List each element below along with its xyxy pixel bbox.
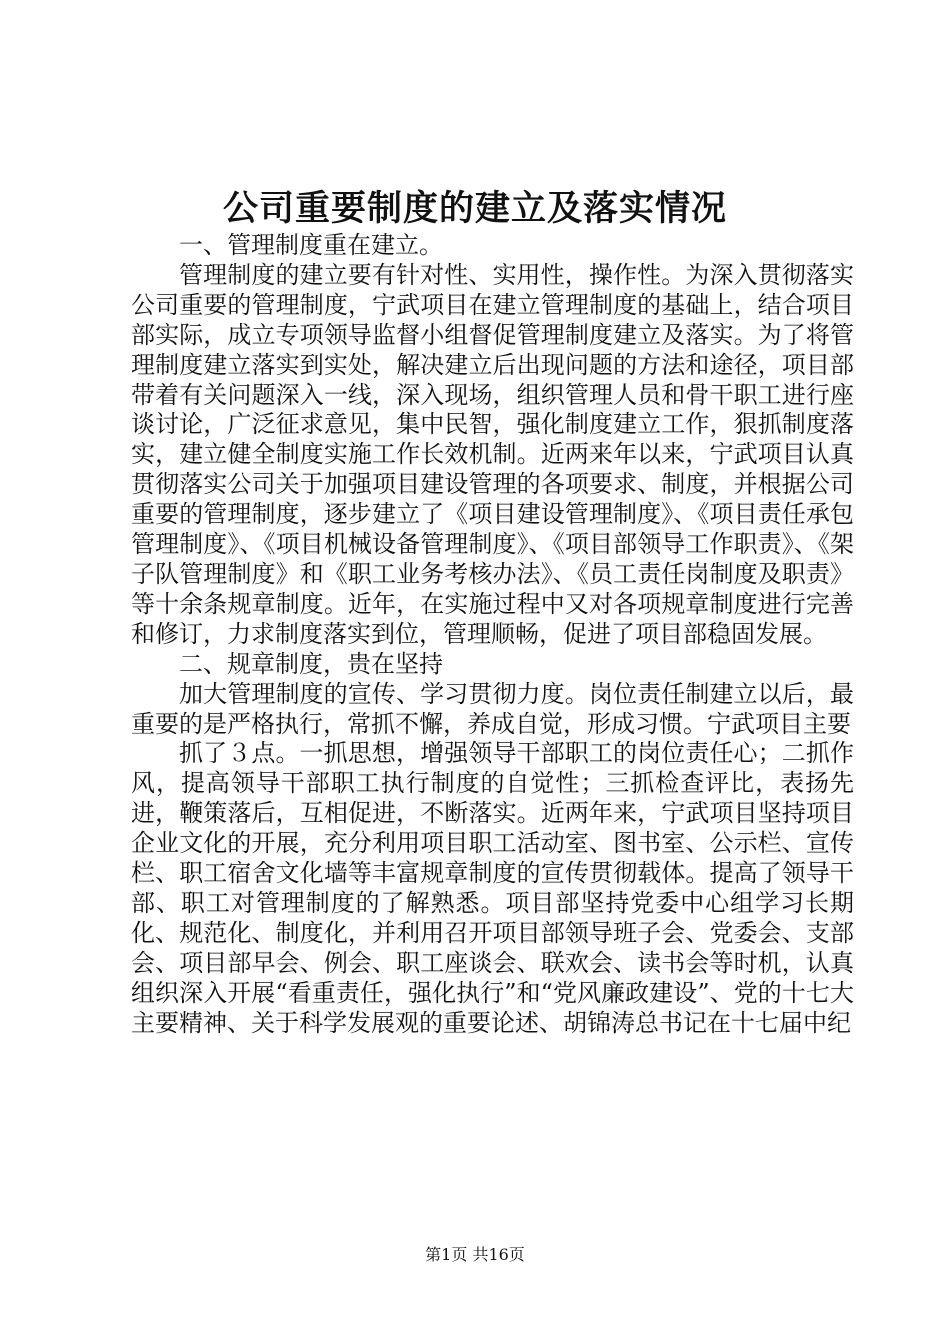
heading-paragraph-1: 一、管理制度重在建立。 bbox=[179, 231, 443, 259]
body-paragraph: 加大管理制度的宣传、学习贯彻力度。岗位责任制建立以后，最重要的是严格执行，常抓不懈，养成自觉，形成习惯。宁武项目主要 bbox=[131, 679, 854, 738]
body-paragraph: 管理制度的建立要有针对性、实用性，操作性。为深入贯彻落实公司重要的管理制度，宁武项目在建立管理制度的基础上，结合项目部实际，成立专项领导监督小组督促管理制度建立及落实。为了将管理制度建立落实到实处，解决建立后出现问题的方法和途径，项目部带着有关问题深入一线，深入现场，组织管理人员和骨干职工进行座谈讨论，广泛征求意见，集中民智，强化制度建立工作，狠抓制度落实，建立健全制度实施工作长效机制。近两来年以来，宁武项目认真贯彻落实公司关于加强项目建设管理的各项要求、制度，并根据公司重要的管理制度，逐步建立了《项目建设管理制度》、《项目责任承包管理制度》、《项目机械设备管理制度》、《项目部领导工作职责》、《架子队管理制度》和《职工业务考核办法》、《员工责任岗制度及职责》等十余条规章制度。近年，在实施过程中又对各项规章制度进行完善和修订，力求制度落实到位，管理顺畅，促进了项目部稳固发展。 bbox=[131, 260, 854, 648]
heading-paragraph-2: 二、规章制度，贵在坚持 bbox=[179, 649, 443, 678]
page-footer: 第1页 共16页 bbox=[425, 1245, 525, 1264]
body-paragraph: 抓了３点。一抓思想，增强领导干部职工的岗位责任心；二抓作风，提高领导干部职工执行制度的自觉性；三抓检查评比，表扬先进，鞭策落后，互相促进，不断落实。近两年来，宁武项目坚持项目企业文化的开展，充分利用项目职工活动室、图书室、公示栏、宣传栏、职工宿舍文化墙等丰富规章制度的宣传贯彻载体。提高了领导干部、职工对管理制度的了解熟悉。项目部坚持党委中心组学习长期化、规范化、制度化，并利用召开项目部领导班子会、党委会、支部会、项目部早会、例会、职工座谈会、联欢会、读书会等时机，认真组织深入开展“看重责任，强化执行”和“党风廉政建设”、党的十七大主要精神、关于科学发展观的重要论述、胡锦涛总书记在十七届中纪 bbox=[131, 739, 854, 1037]
document-title: 公司重要制度的建立及落实情况 bbox=[222, 188, 727, 229]
document-body bbox=[131, 231, 854, 1038]
